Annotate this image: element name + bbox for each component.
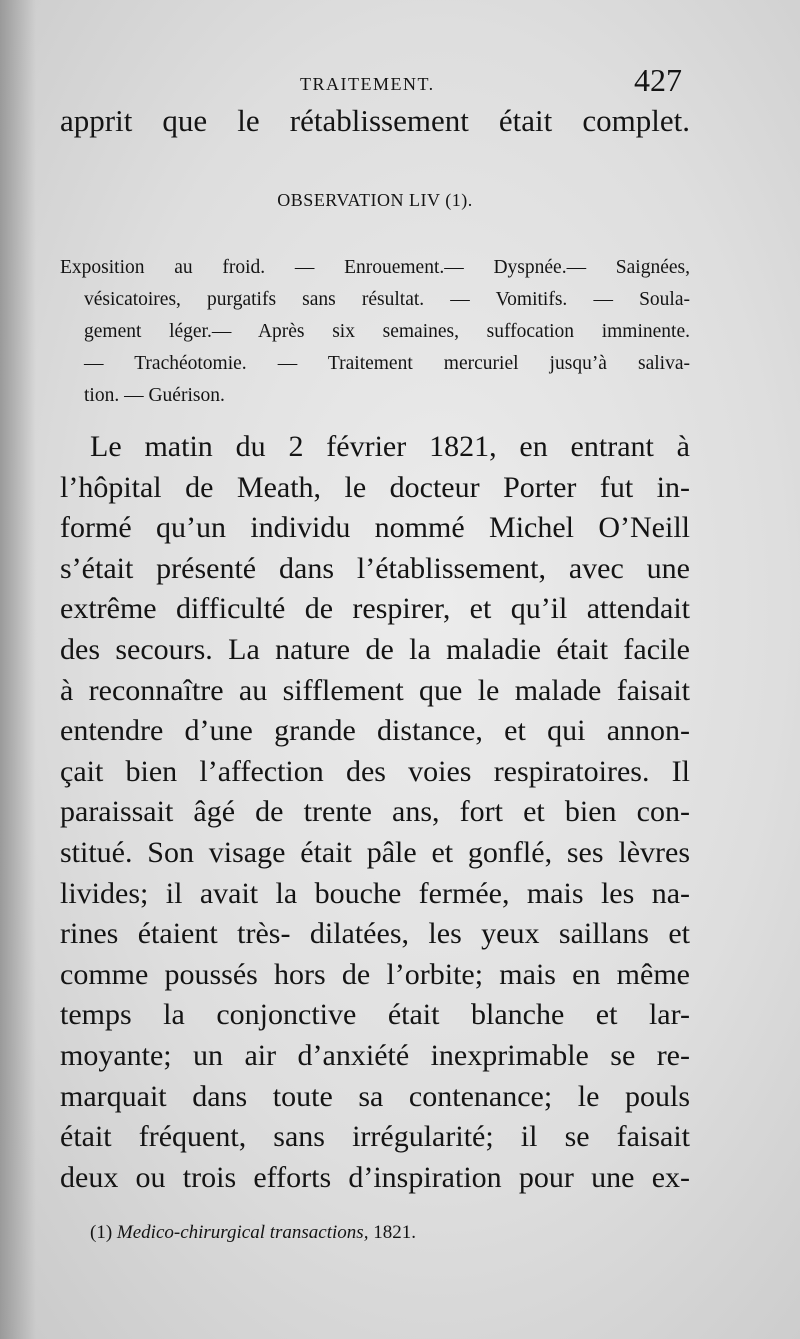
carry-over-text: apprit que le rétablissement était complet. [60,103,690,138]
footnote [90,1222,416,1244]
body-line: livides; il avait la bouche fermée, mais les na- [60,876,690,910]
body-line: était fréquent, sans irrégularité; il se faisait [60,1120,690,1154]
body-line: extrême difficulté de respirer, et qu’il attendait [60,592,690,626]
observation-title: OBSERVATION LIV (1). [277,190,473,210]
summary-line: vésicatoires, purgatifs sans résultat. — Vomitifs. — Soula- [84,289,690,310]
body-line: formé qu’un individu nommé Michel O’Neill [60,511,690,545]
body-line: çait bien l’affection des voies respiratoires. Il [60,754,690,788]
footnote-marker: (1) [90,1222,113,1243]
page-header [60,62,682,102]
body-line: s’était présenté dans l’établissement, avec une [60,551,690,585]
body-line: à reconnaître au sifflement que le malade faisait [60,673,690,707]
body-line: stitué. Son visage était pâle et gonflé, ses lèvres [60,835,690,869]
body-line: comme poussés hors de l’orbite; mais en même [60,957,690,991]
body-line: deux ou trois efforts d’inspiration pour une ex- [60,1160,690,1194]
summary-line: gement léger.— Après six semaines, suffocation imminente. [84,321,690,342]
body-line: marquait dans toute sa contenance; le pouls [60,1079,690,1113]
carry-over-line [60,100,690,142]
body-line: paraissait âgé de trente ans, fort et bien con- [60,795,690,829]
footnote-year: 1821. [373,1222,416,1243]
body-line: moyante; un air d’anxiété inexprimable se re- [60,1038,690,1072]
summary-line: Exposition au froid. — Enrouement.— Dyspnée.— Saignées, [60,257,690,278]
body-paragraph [60,427,690,1198]
footnote-source: Medico-chirurgical transactions, [116,1222,369,1243]
body-line: des secours. La nature de la maladie était facile [60,632,690,666]
body-line: l’hôpital de Meath, le docteur Porter fut in- [60,470,690,504]
page-number: 427 [634,62,682,98]
running-head: TRAITEMENT. [300,74,435,94]
summary-line: — Trachéotomie. — Traitement mercuriel jusqu’à saliva- [84,353,690,374]
body-line: entendre d’une grande distance, et qui annon- [60,714,690,748]
body-line: Le matin du 2 février 1821, en entrant à [90,430,690,463]
body-line: temps la conjonctive était blanche et lar- [60,998,690,1032]
observation-summary [60,252,690,412]
summary-line: tion. — Guérison. [84,385,225,406]
body-line: rines étaient très- dilatées, les yeux saillans et [60,917,690,951]
